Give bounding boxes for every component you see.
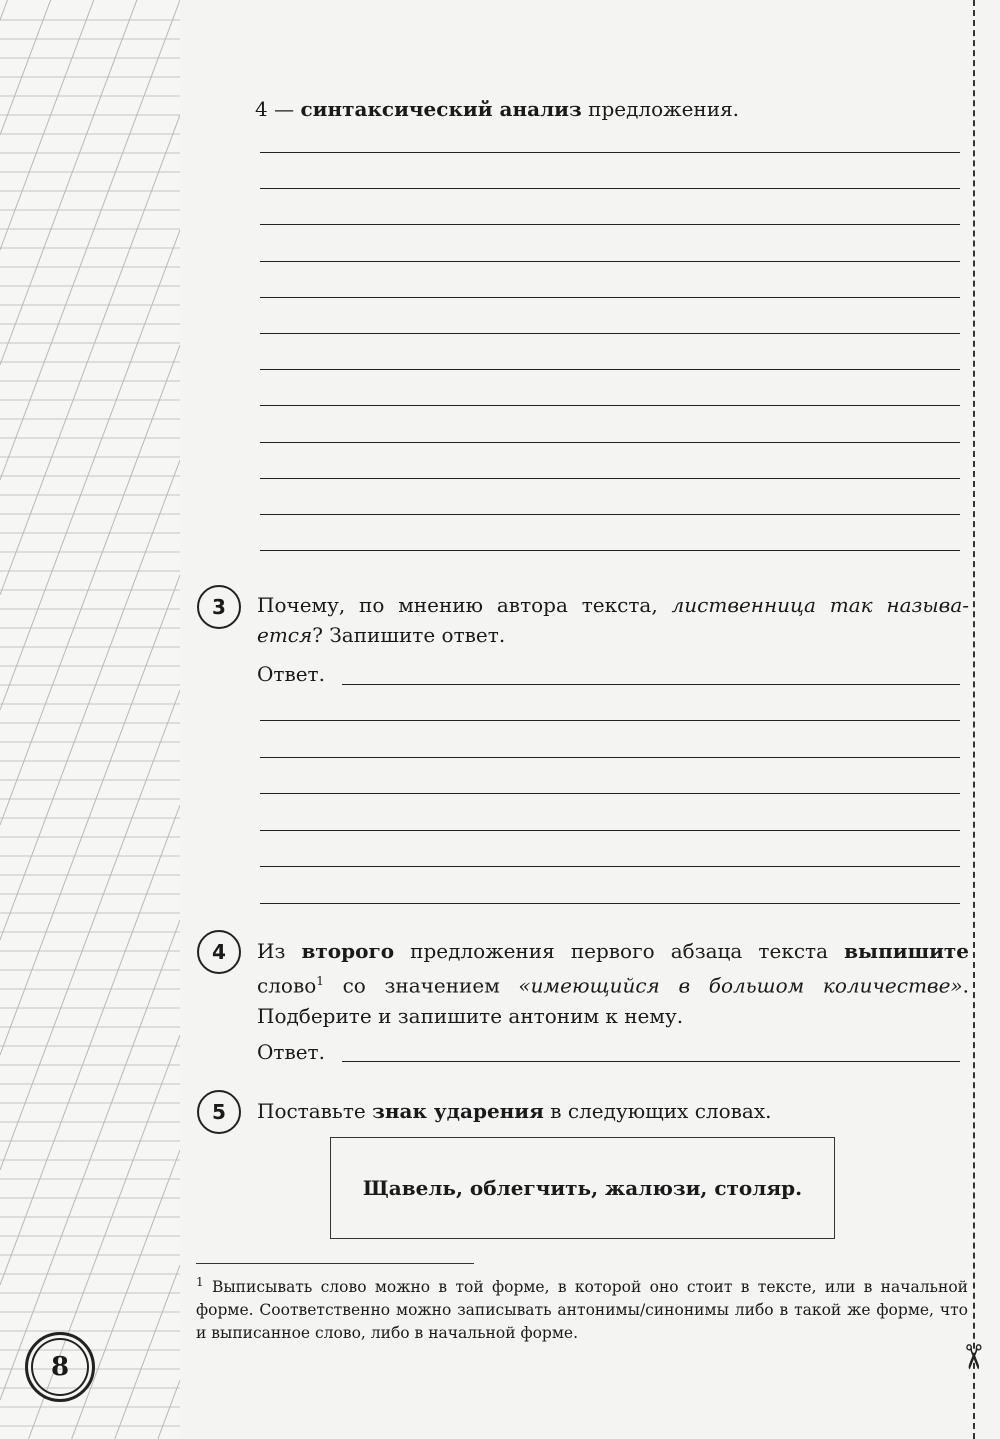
task-3-number: 3 bbox=[197, 585, 241, 629]
task-4-number: 4 bbox=[197, 930, 241, 974]
cut-line bbox=[973, 0, 975, 1439]
answer-line[interactable] bbox=[260, 297, 960, 298]
answer-line[interactable] bbox=[260, 830, 960, 831]
answer-line[interactable] bbox=[260, 224, 960, 225]
answer-line[interactable] bbox=[260, 720, 960, 721]
task-3-question: Почему, по мнению автора текста, лиственница так называется? Запишите ответ. bbox=[257, 593, 970, 647]
answer-line[interactable] bbox=[260, 333, 960, 334]
answer-line[interactable] bbox=[260, 514, 960, 515]
page-number: 8 bbox=[25, 1332, 95, 1402]
task-4-answer-line[interactable] bbox=[342, 1061, 960, 1062]
answer-line[interactable] bbox=[260, 903, 960, 904]
answer-line[interactable] bbox=[260, 757, 960, 758]
answer-line[interactable] bbox=[260, 793, 960, 794]
answer-line[interactable] bbox=[260, 405, 960, 406]
answer-line[interactable] bbox=[260, 442, 960, 443]
task-5-number: 5 bbox=[197, 1090, 241, 1134]
scissors-icon: ✂ bbox=[952, 1342, 993, 1372]
handwriting-margin bbox=[0, 0, 180, 1439]
answer-line[interactable] bbox=[260, 478, 960, 479]
answer-line[interactable] bbox=[260, 188, 960, 189]
syntax-analysis-heading: 4 — синтаксический анализ предложения. bbox=[255, 97, 740, 121]
answer-line[interactable] bbox=[260, 550, 960, 551]
footnote-rule bbox=[196, 1263, 474, 1264]
stress-words: Щавель, облегчить, жалюзи, столяр. bbox=[362, 1176, 803, 1200]
footnote: $^1$ Выписывать слово можно в той форме, в которой оно стоит в тексте, или в начальной форме. Соответственно можно записывать антонимы/синонимы либо в такой же форме, что и выписанное слово, либо в начальной форме. bbox=[196, 1275, 968, 1343]
margin-guide-lines bbox=[0, 0, 180, 1439]
answer-line[interactable] bbox=[260, 261, 960, 262]
answer-line[interactable] bbox=[260, 369, 960, 370]
task-4-question: Из второго предложения первого абзаца текста выпишите слово$^1$ со значением «имеющийся в большом количестве». Подберите и запишите антоним к нему. bbox=[257, 939, 970, 1028]
stress-words-box[interactable] bbox=[330, 1137, 835, 1239]
answer-line[interactable] bbox=[260, 866, 960, 867]
answer-line[interactable] bbox=[260, 152, 960, 153]
task-4-answer-label: Ответ. bbox=[257, 1040, 325, 1064]
task-3-answer-line[interactable] bbox=[342, 684, 960, 685]
task-3-answer-label: Ответ. bbox=[257, 662, 325, 686]
task-5-question: Поставьте знак ударения в следующих словах. bbox=[257, 1099, 772, 1123]
